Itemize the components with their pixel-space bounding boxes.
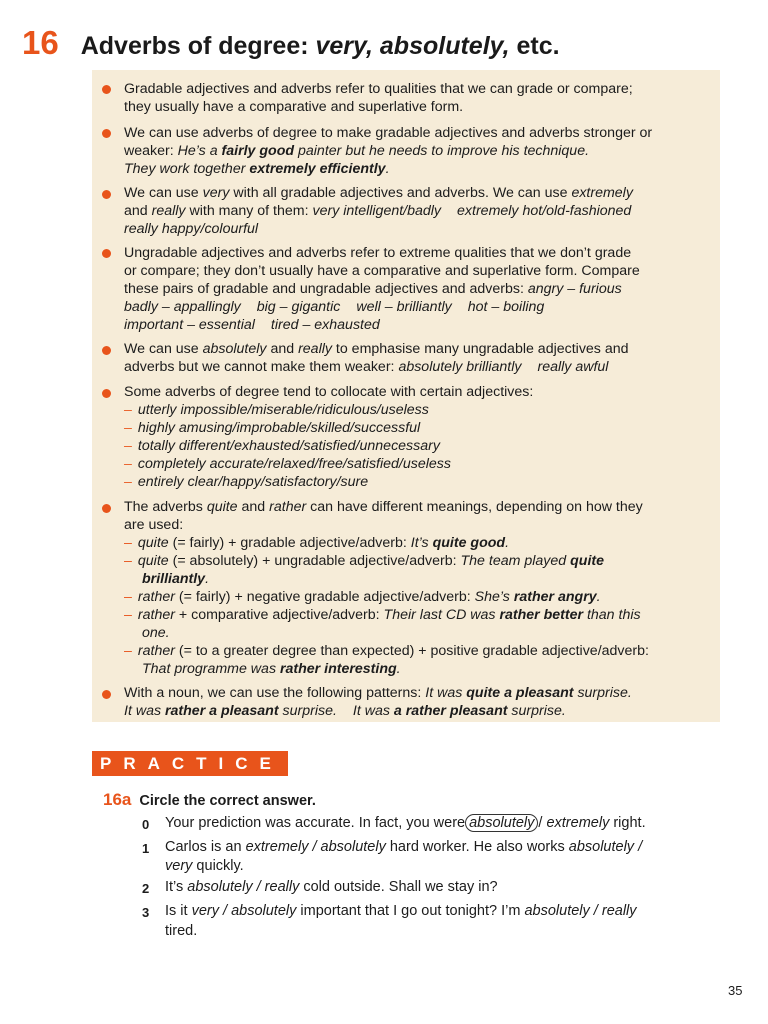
bullet-point bbox=[102, 190, 111, 199]
exercise-number: 16a bbox=[103, 790, 132, 809]
answer-options[interactable]: extremely / absolutely bbox=[245, 839, 386, 855]
text-line: they usually have a comparative and superlative form. bbox=[124, 99, 464, 115]
bullet-point bbox=[102, 389, 111, 398]
text-line: adverbs but we cannot make them weaker: absolutely brilliantly really awful bbox=[124, 359, 609, 375]
list-item: – rather + comparative adjective/adverb: Their last CD was rather better than this bbox=[124, 607, 641, 623]
grammar-box bbox=[92, 70, 720, 722]
exercise-instruction: Circle the correct answer. bbox=[139, 793, 316, 809]
answer-option[interactable]: very bbox=[165, 858, 193, 874]
text-line: The adverbs quite and rather can have different meanings, depending on how they bbox=[124, 499, 643, 515]
list-item: – quite (= absolutely) + ungradable adjective/adverb: The team played quite bbox=[124, 553, 604, 569]
bullet-point bbox=[102, 504, 111, 513]
page-number: 35 bbox=[728, 983, 743, 998]
text-line: We can use very with all gradable adjectives and adverbs. We can use extremely bbox=[124, 185, 633, 201]
exercise-item: Is it very / absolutely important that I go out tonight? I’m absolutely / really bbox=[165, 903, 637, 919]
text-line: these pairs of gradable and ungradable adjectives and adverbs: angry – furious bbox=[124, 281, 622, 297]
text-line: badly – appallingly big – gigantic well – brilliantly hot – boiling bbox=[124, 299, 545, 315]
unit-title: Adverbs of degree: very, absolutely, etc. bbox=[80, 32, 560, 60]
exercise-item-cont: tired. bbox=[165, 923, 198, 939]
unit-number: 16 bbox=[22, 24, 59, 61]
text-line: It was rather a pleasant surprise. It was a rather pleasant surprise. bbox=[124, 703, 566, 719]
list-item: – rather (= to a greater degree than expected) + positive gradable adjective/adverb: bbox=[124, 643, 649, 659]
circled-answer[interactable]: absolutely bbox=[465, 814, 538, 832]
text-line: one. bbox=[142, 625, 170, 641]
text-line: They work together extremely efficiently. bbox=[124, 161, 390, 177]
list-item: – totally different/exhausted/satisfied/unnecessary bbox=[124, 438, 440, 454]
text-line: really happy/colourful bbox=[124, 221, 259, 237]
text-line: We can use absolutely and really to emphasise many ungradable adjectives and bbox=[124, 341, 629, 357]
bullet-point bbox=[102, 129, 111, 138]
bullet-point bbox=[102, 249, 111, 258]
item-number: 2 bbox=[142, 881, 150, 896]
item-number: 3 bbox=[142, 905, 150, 920]
item-number: 1 bbox=[142, 841, 150, 856]
bullet-point bbox=[102, 85, 111, 94]
list-item: – rather (= fairly) + negative gradable adjective/adverb: She’s rather angry. bbox=[124, 589, 601, 605]
bullet-point bbox=[102, 346, 111, 355]
text-line: Some adverbs of degree tend to collocate with certain adjectives: bbox=[124, 384, 534, 400]
answer-options[interactable]: absolutely / really bbox=[187, 879, 300, 895]
exercise-item: Your prediction was accurate. In fact, you were absolutely / extremely right. bbox=[165, 815, 646, 831]
list-item: – highly amusing/improbable/skilled/successful bbox=[124, 420, 421, 436]
text-line: brilliantly. bbox=[142, 571, 210, 587]
text-line: That programme was rather interesting. bbox=[142, 661, 401, 677]
text-line: Gradable adjectives and adverbs refer to qualities that we can grade or compare; bbox=[124, 81, 633, 97]
exercise-item: Carlos is an extremely / absolutely hard worker. He also works absolutely / bbox=[165, 839, 643, 855]
text-line: important – essential tired – exhausted bbox=[124, 317, 380, 333]
answer-option[interactable]: extremely bbox=[546, 815, 610, 831]
text-line: weaker: He’s a fairly good painter but he needs to improve his technique. bbox=[124, 143, 590, 159]
exercise-heading bbox=[103, 790, 316, 810]
exercise-item-cont: very quickly. bbox=[165, 858, 244, 874]
answer-options[interactable]: absolutely / bbox=[568, 839, 643, 855]
answer-options[interactable]: absolutely / really bbox=[524, 903, 637, 919]
item-number: 0 bbox=[142, 817, 150, 832]
exercise-item: It’s absolutely / really cold outside. Shall we stay in? bbox=[165, 879, 498, 895]
bullet-point bbox=[102, 690, 111, 699]
unit-header bbox=[22, 24, 560, 62]
text-line: With a noun, we can use the following patterns: It was quite a pleasant surprise. bbox=[124, 685, 632, 701]
list-item: – completely accurate/relaxed/free/satisfied/useless bbox=[124, 456, 451, 472]
list-item: – quite (= fairly) + gradable adjective/adverb: It’s quite good. bbox=[124, 535, 510, 551]
text-line: Ungradable adjectives and adverbs refer to extreme qualities that we don’t grade bbox=[124, 245, 632, 261]
text-line: and really with many of them: very intelligent/badly extremely hot/old-fashioned bbox=[124, 203, 632, 219]
practice-banner: PRACTICE bbox=[92, 751, 288, 776]
text-line: or compare; they don’t usually have a comparative and superlative form. Compare bbox=[124, 263, 640, 279]
list-item: – utterly impossible/miserable/ridiculous/useless bbox=[124, 402, 429, 418]
list-item: – entirely clear/happy/satisfactory/sure bbox=[124, 474, 369, 490]
text-line: are used: bbox=[124, 517, 184, 533]
text-line: We can use adverbs of degree to make gradable adjectives and adverbs stronger or bbox=[124, 125, 653, 141]
answer-options[interactable]: very / absolutely bbox=[191, 903, 297, 919]
